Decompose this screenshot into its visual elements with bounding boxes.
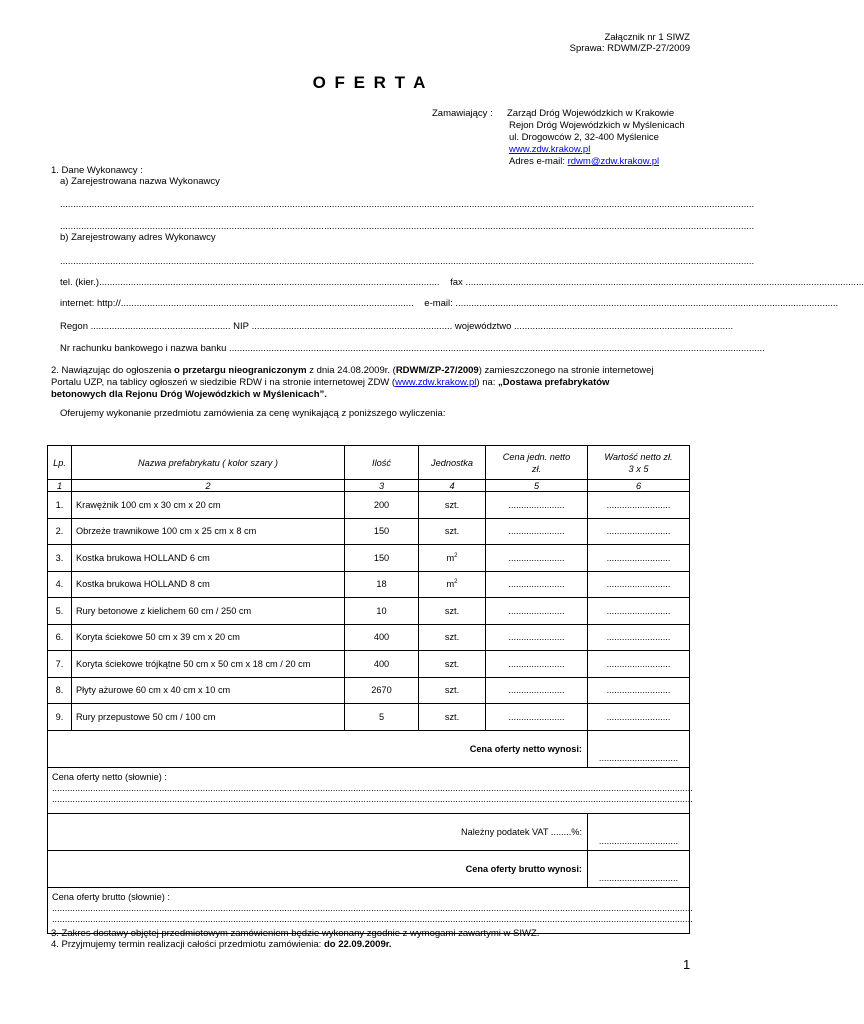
row-value-field[interactable] [588, 545, 690, 572]
row-price-field-text: ...................... [508, 579, 565, 590]
s2-text-2: z dnia 24.08.2009r. ( [309, 365, 396, 376]
row-qty [345, 704, 419, 731]
row-qty-text: 400 [373, 632, 390, 643]
row-lp [48, 677, 72, 704]
row-qty-text: 5 [378, 711, 385, 722]
row-price-field[interactable] [486, 518, 588, 545]
colnum: 5 [486, 480, 588, 492]
internet-label: internet: http:// [60, 298, 121, 309]
row-price-field-text: ...................... [508, 685, 565, 696]
row-price-field[interactable] [486, 545, 588, 572]
net-words-fill-1[interactable]: ........................................................................................................................................................................................................................................................... [52, 782, 693, 793]
row-unit-text: szt. [444, 711, 460, 722]
bank-label: Nr rachunku bankowego i nazwa banku [60, 343, 227, 354]
s2-subject-1: „Dostawa prefabrykatów [498, 377, 610, 388]
row-name [72, 704, 345, 731]
row-name-text: Rury betonowe z kielichem 60 cm / 250 cm [76, 605, 252, 616]
attachment-label: Załącznik nr 1 SIWZ [604, 32, 690, 43]
row-name-text: Płyty ażurowe 60 cm x 40 cm x 10 cm [76, 685, 231, 696]
gross-total-row [48, 850, 690, 887]
row-price-field[interactable] [486, 704, 588, 731]
row-qty-text: 150 [373, 526, 390, 537]
section4 [51, 939, 392, 950]
row-price-field-text: ...................... [508, 499, 565, 510]
tel-label: tel. (kier.) [60, 277, 100, 288]
row-lp [48, 518, 72, 545]
row-name [72, 545, 345, 572]
table-row [48, 677, 690, 704]
row-price-field-text: ...................... [508, 632, 565, 643]
row-unit [419, 492, 486, 519]
page-number: 1 [683, 957, 691, 972]
row-value-field-text: ......................... [606, 499, 671, 510]
regon-label: Regon [60, 321, 88, 332]
row-price-field-text: ...................... [508, 552, 565, 563]
gross-total-field[interactable]: ............................... [588, 850, 690, 887]
row-unit-text: szt. [444, 658, 460, 669]
gross-words-fill-2[interactable]: ........................................................................................................................................................................................................................................................... [52, 913, 693, 924]
case-number: Sprawa: RDWM/ZP-27/2009 [569, 43, 690, 54]
net-words-label: Cena oferty netto (słownie) : [52, 771, 167, 782]
row-price-field-text: ...................... [508, 711, 565, 722]
buyer-email-label: Adres e-mail: [509, 156, 565, 167]
row-price-field-text: ...................... [508, 605, 565, 616]
row-lp-text: 3. [55, 552, 64, 563]
row-value-field-text: ......................... [606, 632, 671, 643]
row-unit [419, 598, 486, 625]
row-name [72, 651, 345, 678]
row-lp-text: 5. [55, 605, 64, 616]
row-qty [345, 518, 419, 545]
row-lp [48, 624, 72, 651]
buyer-address: ul. Drogowców 2, 32-400 Myślenice [509, 132, 659, 143]
net-total-label: Cena oferty netto wynosi: [48, 730, 588, 767]
row-lp-text: 9. [55, 711, 64, 722]
nip-label: NIP [233, 321, 250, 332]
row-price-field-text: ...................... [508, 658, 565, 669]
row-lp-text: 8. [55, 685, 64, 696]
gross-words-fill-1[interactable]: ........................................................................................................................................................................................................................................................... [52, 902, 693, 913]
row-unit-text: m [446, 579, 455, 590]
row-value-field[interactable] [588, 704, 690, 731]
gross-words-row [48, 887, 690, 933]
header-value [588, 446, 690, 480]
s2-text-1: 2. Nawiązując do ogłoszenia [51, 365, 172, 376]
row-price-field[interactable] [486, 598, 588, 625]
row-unit-text: m [446, 552, 455, 563]
row-lp-text: 1. [55, 499, 64, 510]
row-value-field-text: ......................... [606, 685, 671, 696]
row-qty-text: 150 [373, 552, 390, 563]
section4-text: 4. Przyjmujemy termin realizacji całości przedmiotu zamówienia: [51, 939, 322, 950]
s2-text-5: ) na: [476, 377, 496, 388]
header-name: Nazwa prefabrykatu ( kolor szary ) [72, 446, 345, 480]
row-name-text: Kostka brukowa HOLLAND 8 cm [76, 579, 210, 590]
bank-row: Nr rachunku bankowego i nazwa banku ........................................................................................................................................................................................................... [60, 343, 765, 354]
colnum: 6 [588, 480, 690, 492]
row-unit [419, 571, 486, 598]
row-value-field[interactable] [588, 677, 690, 704]
row-value-field-text: ......................... [606, 605, 671, 616]
row-value-field[interactable] [588, 571, 690, 598]
row-lp-text: 6. [55, 632, 64, 643]
section1-a-label: a) Zarejestrowana nazwa Wykonawcy [60, 176, 220, 187]
row-qty [345, 545, 419, 572]
row-qty-text: 10 [376, 605, 387, 616]
tel-row: tel. (kier.)................................................................................................................................. fax ....................................................................................................................................................... [60, 277, 864, 288]
s2-website-link[interactable]: www.zdw.krakow.pl [395, 377, 477, 388]
row-qty-text: 18 [376, 579, 387, 590]
table-row [48, 545, 690, 572]
row-value-field[interactable] [588, 651, 690, 678]
row-unit [419, 677, 486, 704]
row-value-field-text: ......................... [606, 579, 671, 590]
row-price-field[interactable] [486, 492, 588, 519]
header-value-a: Wartość netto zł. [604, 451, 673, 462]
row-unit [419, 518, 486, 545]
section3: 3. Zakres dostawy objętej przedmiotowym zamówieniem będzie wykonany zgodnie z wymogami zawartymi w SIWZ. [51, 928, 540, 939]
gross-words-label: Cena oferty brutto (słownie) : [52, 891, 170, 902]
row-price-field[interactable] [486, 677, 588, 704]
s2-text-bold-1: o przetargu nieograniczonym [174, 365, 307, 376]
row-unit-text: szt. [444, 526, 460, 537]
row-name-text: Obrzeże trawnikowe 100 cm x 25 cm x 8 cm [76, 526, 257, 537]
row-price-field-text: ...................... [508, 526, 565, 537]
row-unit-text: szt. [444, 605, 460, 616]
gross-total-label: Cena oferty brutto wynosi: [48, 850, 588, 887]
vat-field[interactable]: ............................... [588, 813, 690, 850]
row-name [72, 518, 345, 545]
header-price-a: Cena jedn. netto [502, 451, 571, 462]
table-row [48, 598, 690, 625]
vat-row [48, 813, 690, 850]
table-row [48, 704, 690, 731]
row-unit [419, 651, 486, 678]
row-value-field[interactable] [588, 492, 690, 519]
net-words-cell [48, 767, 693, 813]
net-total-row [48, 730, 690, 767]
table-header-row [48, 446, 690, 480]
internet-row: internet: http://............................................................................................................... e-mail: ................................................................................................................................................. [60, 298, 839, 309]
table-row [48, 624, 690, 651]
column-number-row [48, 480, 690, 492]
woj-label: województwo [454, 321, 512, 332]
row-value-field-text: ......................... [606, 711, 671, 722]
row-value-field[interactable] [588, 598, 690, 625]
row-lp [48, 545, 72, 572]
row-lp [48, 651, 72, 678]
table-row [48, 492, 690, 519]
colnum: 4 [419, 480, 486, 492]
row-value-field-text: ......................... [606, 526, 671, 537]
row-qty-text: 400 [373, 658, 390, 669]
row-name-text: Rury przepustowe 50 cm / 100 cm [76, 711, 216, 722]
row-price-field[interactable] [486, 651, 588, 678]
s2-case-number: RDWM/ZP-27/2009 [395, 365, 479, 376]
row-value-field-text: ......................... [606, 658, 671, 669]
section1-b-label: b) Zarejestrowany adres Wykonawcy [60, 232, 216, 243]
header-value-b: 3 x 5 [628, 463, 649, 474]
table-row [48, 571, 690, 598]
page-title: O F E R T A [312, 73, 428, 92]
section4-date: do 22.09.2009r. [323, 939, 392, 950]
row-name-text: Kostka brukowa HOLLAND 6 cm [76, 552, 210, 563]
unit-exponent: 2 [454, 579, 458, 586]
header-price [486, 446, 588, 480]
row-name-text: Koryta ściekowe trójkątne 50 cm x 50 cm x 18 cm / 20 cm [76, 658, 311, 669]
table-row [48, 651, 690, 678]
row-unit-text: szt. [444, 499, 460, 510]
offer-table [47, 445, 693, 934]
name-fill-line-1: ....................................................................................................................................................................................................................................................................... [60, 199, 755, 210]
row-qty [345, 677, 419, 704]
name-fill-line-2: ....................................................................................................................................................................................................................................................................... [60, 221, 755, 232]
header-lp: Lp. [48, 446, 72, 480]
header-qty: Ilość [345, 446, 419, 480]
row-lp [48, 598, 72, 625]
row-name [72, 598, 345, 625]
buyer-label: Zamawiający : [432, 108, 493, 119]
gross-words-cell [48, 887, 693, 933]
net-words-fill-2[interactable]: ........................................................................................................................................................................................................................................................... [52, 793, 693, 804]
header-unit: Jednostka [419, 446, 486, 480]
row-value-field[interactable] [588, 518, 690, 545]
row-unit [419, 704, 486, 731]
row-value-field[interactable] [588, 624, 690, 651]
buyer-block [507, 108, 685, 168]
row-qty [345, 624, 419, 651]
row-name [72, 624, 345, 651]
row-unit-text: szt. [444, 632, 460, 643]
buyer-email-link[interactable]: rdwm@zdw.krakow.pl [567, 156, 660, 167]
row-value-field-text: ......................... [606, 552, 671, 563]
row-lp [48, 704, 72, 731]
s2-subject-2: betonowych dla Rejonu Dróg Wojewódzkich w Myślenicach”. [51, 389, 327, 400]
row-lp [48, 492, 72, 519]
row-qty [345, 598, 419, 625]
row-unit [419, 545, 486, 572]
buyer-rejon: Rejon Dróg Wojewódzkich w Myślenicach [509, 120, 685, 131]
row-name [72, 571, 345, 598]
table-row [48, 518, 690, 545]
row-qty [345, 651, 419, 678]
s2-text-3: ) zamieszczonego na stronie internetowej [478, 365, 654, 376]
row-lp-text: 2. [55, 526, 64, 537]
colnum: 1 [48, 480, 72, 492]
row-price-field[interactable] [486, 571, 588, 598]
address-fill-line: ....................................................................................................................................................................................................................................................................... [60, 256, 755, 267]
row-lp [48, 571, 72, 598]
section2-paragraph [51, 365, 689, 401]
row-lp-text: 4. [55, 579, 64, 590]
header-price-b: zł. [531, 463, 542, 474]
buyer-website-link[interactable]: www.zdw.krakow.pl [509, 144, 591, 155]
section1-title: 1. Dane Wykonawcy : [51, 165, 143, 176]
row-lp-text: 7. [55, 658, 64, 669]
row-qty [345, 571, 419, 598]
net-words-row [48, 767, 690, 813]
net-total-field[interactable]: ............................... [588, 730, 690, 767]
row-name-text: Krawężnik 100 cm x 30 cm x 20 cm [76, 499, 221, 510]
row-name [72, 677, 345, 704]
email-label: e-mail: [424, 298, 453, 309]
row-qty [345, 492, 419, 519]
row-name [72, 492, 345, 519]
row-price-field[interactable] [486, 624, 588, 651]
fax-label: fax [450, 277, 463, 288]
buyer-name: Zarząd Dróg Wojewódzkich w Krakowie [507, 108, 675, 119]
colnum: 2 [72, 480, 345, 492]
vat-label: Należny podatek VAT ........%: [48, 813, 588, 850]
row-name-text: Koryta ściekowe 50 cm x 39 cm x 20 cm [76, 632, 240, 643]
offer-sentence: Oferujemy wykonanie przedmiotu zamówienia za cenę wynikającą z poniższego wyliczenia: [60, 408, 446, 419]
row-unit-text: szt. [444, 685, 460, 696]
row-qty-text: 200 [373, 499, 390, 510]
s2-text-4: Portalu UZP, na tablicy ogłoszeń w siedzibie RDW i na stronie internetowej ZDW ( [51, 377, 396, 388]
unit-exponent: 2 [454, 552, 458, 559]
colnum: 3 [345, 480, 419, 492]
row-qty-text: 2670 [371, 685, 392, 696]
row-unit [419, 624, 486, 651]
regon-row: Regon ..................................................... NIP ............................................................................ województwo ................................................................................... [60, 321, 734, 332]
